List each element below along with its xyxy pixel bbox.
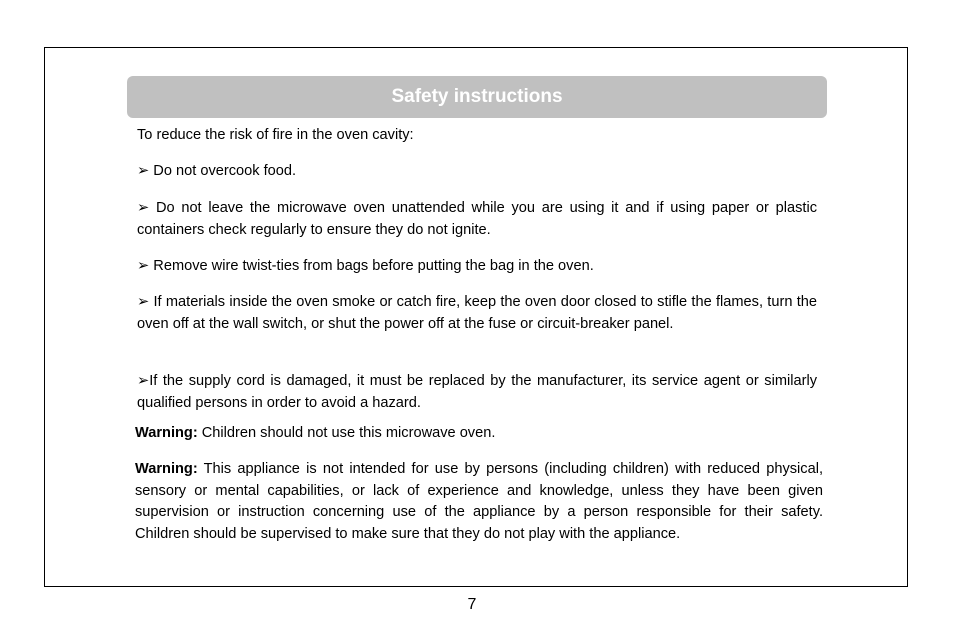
warning-label: Warning: xyxy=(135,425,198,441)
warning-text: Children should not use this microwave oven. xyxy=(197,425,496,441)
page-number: 7 xyxy=(467,596,477,613)
warning-paragraph xyxy=(135,459,823,545)
bullet-item: ➢ Remove wire twist-ties from bags before putting the bag in the oven. xyxy=(137,258,594,274)
section-title: Safety instructions xyxy=(391,86,563,107)
warning-paragraph xyxy=(135,423,823,445)
warning-label: Warning: xyxy=(135,461,198,477)
bullet-item: ➢ Do not overcook food. xyxy=(137,163,297,179)
bullet-item: ➢If the supply cord is damaged, it must be replaced by the manufacturer, its service agent or similarly qualified persons in order to avoid a hazard. xyxy=(137,373,817,411)
intro-text: To reduce the risk of fire in the oven cavity: xyxy=(137,127,414,143)
section-header xyxy=(127,76,827,118)
warning-text: This appliance is not intended for use by persons (including children) with reduced physical, sensory or mental capabilities, or lack of experience and knowledge, unless they have been given supervision or instruction concerning use of the appliance by a person responsible for their safety. Children should be supervised to make sure that they do not play with the appliance. xyxy=(135,461,823,542)
bullet-item: ➢ If materials inside the oven smoke or catch fire, keep the oven door closed to stifle the flames, turn the oven off at the wall switch, or shut the power off at the fuse or circuit-breaker panel. xyxy=(137,294,817,332)
bullet-item: ➢ Do not leave the microwave oven unattended while you are using it and if using paper or plastic containers check regularly to ensure they do not ignite. xyxy=(137,200,817,238)
